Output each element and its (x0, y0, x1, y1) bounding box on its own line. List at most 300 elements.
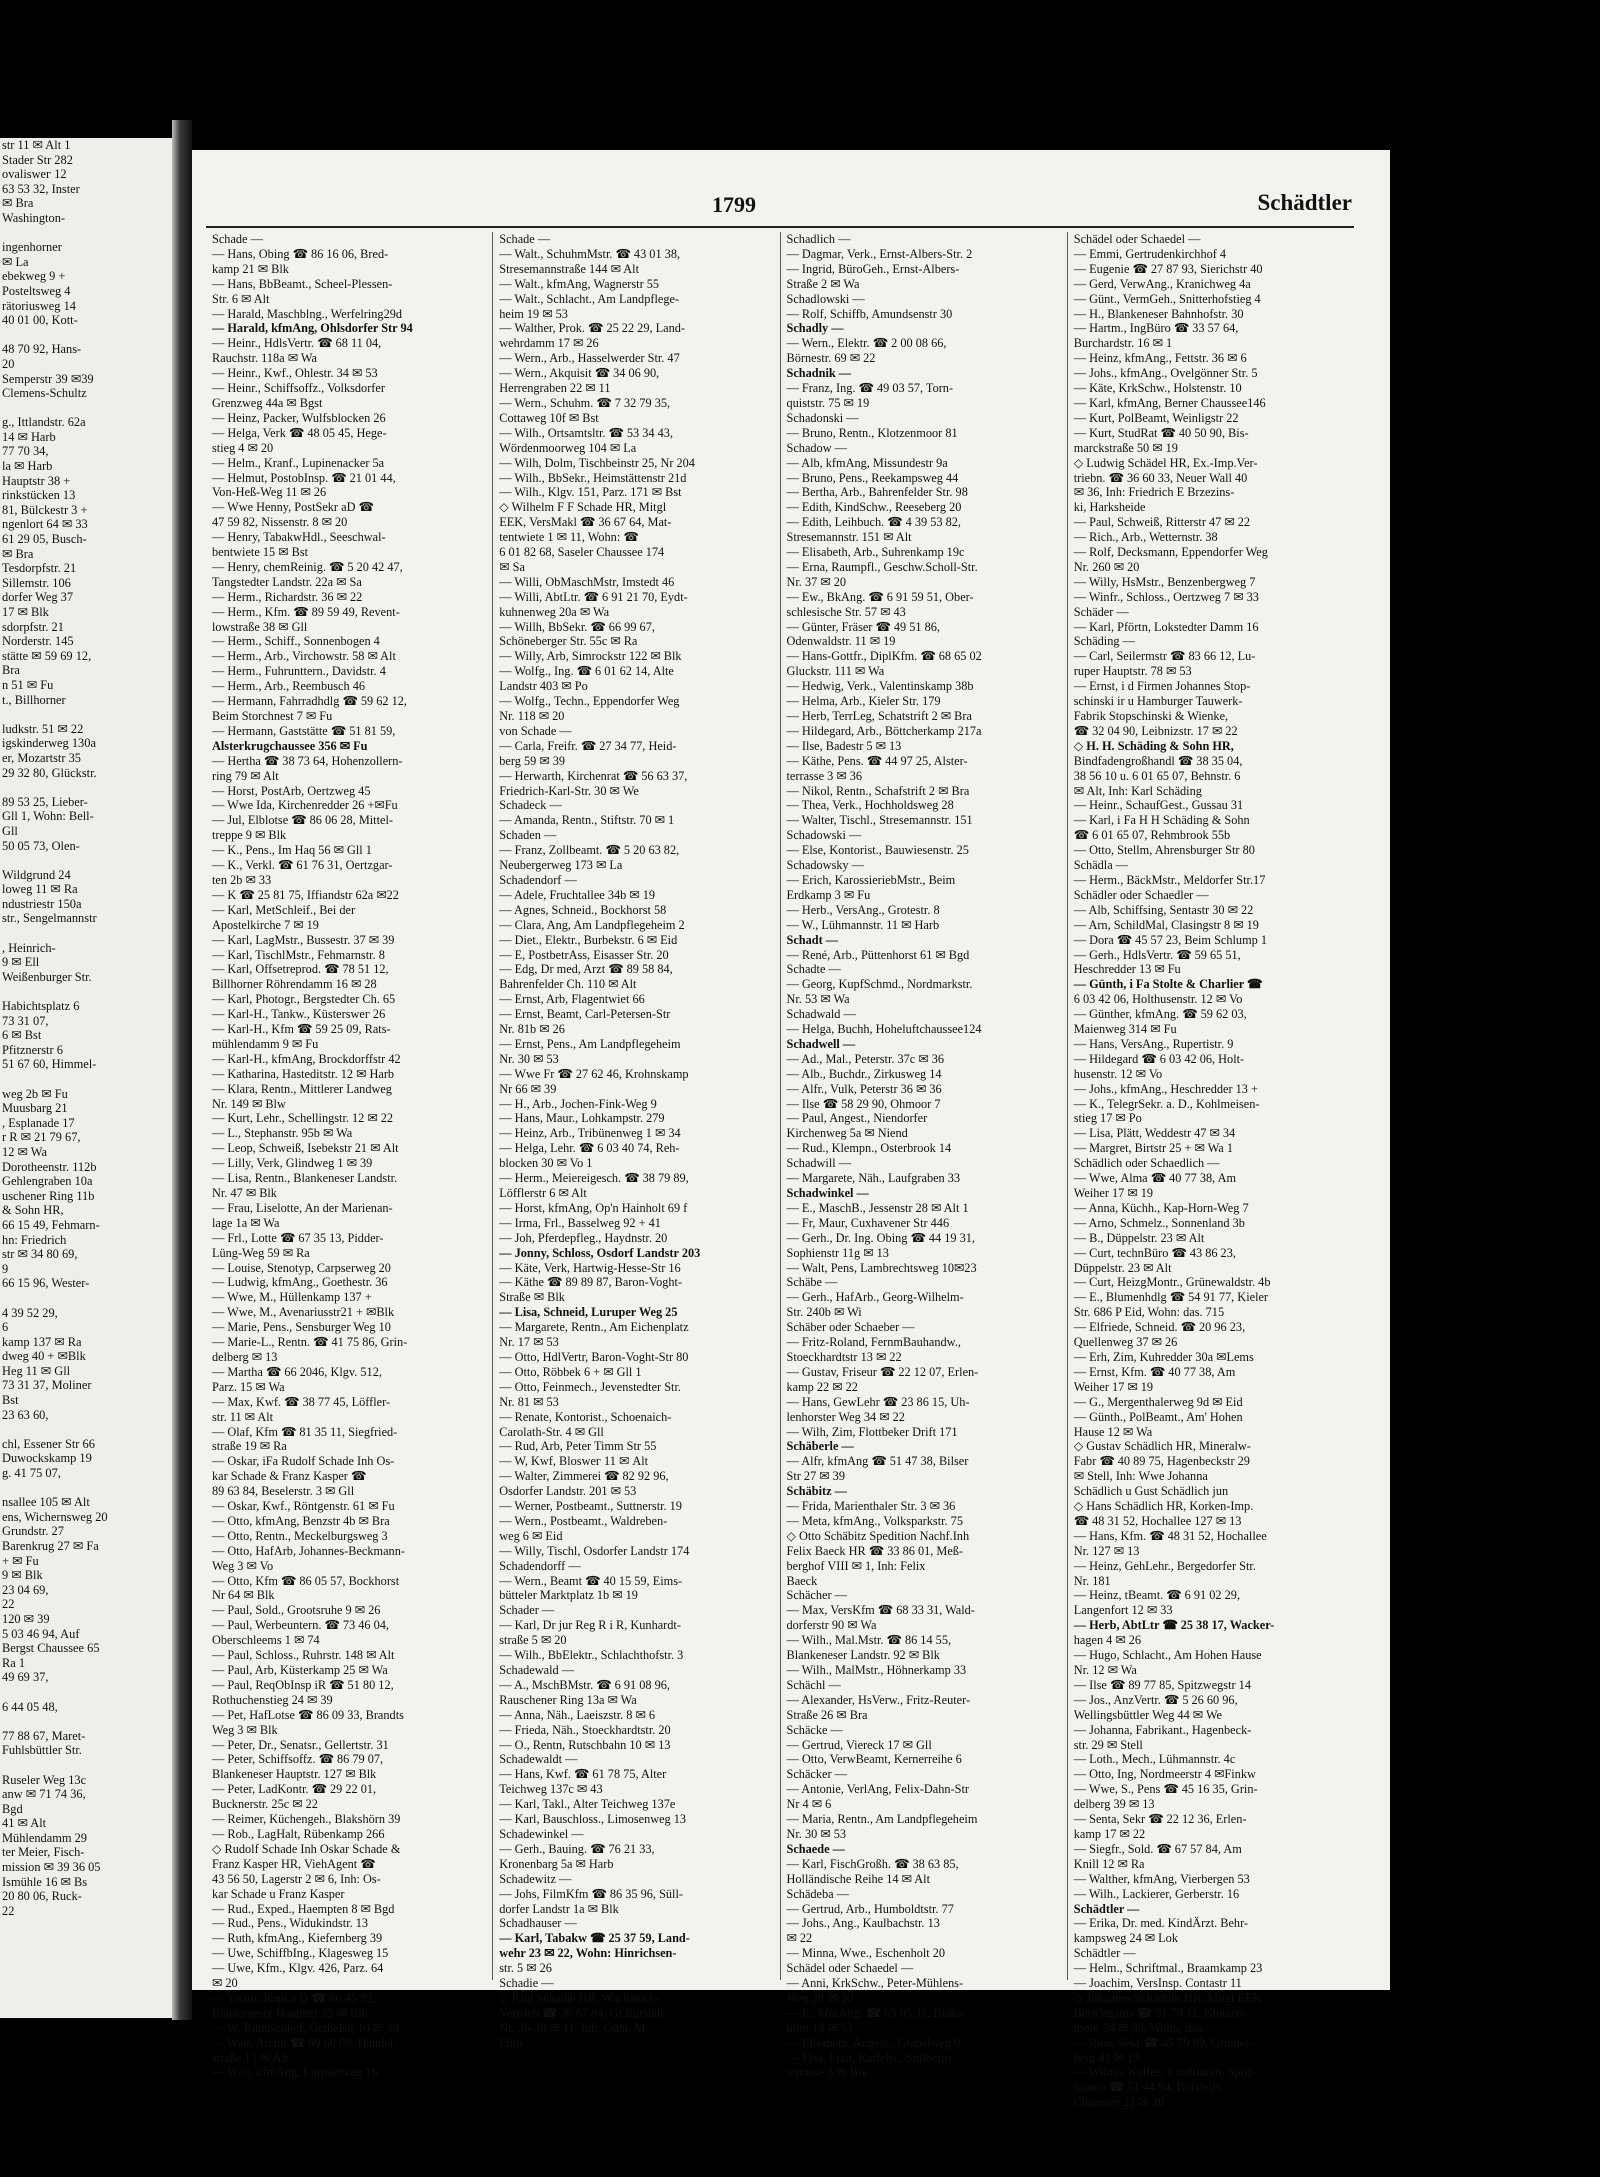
directory-entry: — Heinr., Schiffsoffz., Volksdorfer (212, 381, 385, 396)
directory-entry: Schädtler — (1073, 1901, 1140, 1916)
left-page-line: ludkstr. 51 ✉ 22 (2, 721, 84, 736)
directory-entry: Erdkamp 3 ✉ Fu (786, 887, 871, 902)
directory-entry: Schadonski — (786, 410, 859, 425)
directory-entry: — Rolf, Decksmann, Eppendorfer Weg (1073, 545, 1268, 560)
directory-entry: ◇ Ludwig Schädel HR, Ex.-Imp.Ver- (1073, 455, 1258, 470)
directory-entry: Weg 20 ✉ 20 (786, 1990, 853, 2005)
directory-entry: Fabr ☎ 40 89 75, Hagenbeckstr 29 (1073, 1454, 1250, 1469)
left-page-line: Gll 1, Wohn: Bell- (2, 809, 94, 824)
directory-entry: — Georg, KupfSchmd., Nordmarkstr. (786, 977, 973, 992)
directory-entry: Nr. 118 ✉ 20 (499, 709, 565, 723)
directory-entry: 6 01 82 68, Saseler Chaussee 174 (499, 545, 665, 560)
directory-entry: — W., Lühmannstr. 11 ✉ Harb (786, 917, 940, 932)
directory-entry: Nr. 30 ✉ 53 (786, 1826, 846, 1841)
directory-entry: — Jonny, Schloss, Osdorf Landstr 203 (499, 1245, 701, 1260)
directory-entry: — Karl, Pförtn, Lokstedter Damm 16 (1073, 619, 1259, 634)
directory-entry: Schadow — (786, 440, 847, 455)
left-page-line: Barenkrug 27 ✉ Fa (2, 1539, 99, 1553)
directory-entry: — Harald, kfmAng, Ohlsdorfer Str 94 (212, 321, 413, 336)
left-page-line: Clemens-Schultz (2, 386, 87, 401)
directory-entry: Weg 3 ✉ Vo (212, 1558, 274, 1573)
directory-entry: — Alexander, HsVerw., Fritz-Reuter- (786, 1692, 971, 1707)
left-page-line: ✉ Brа (2, 196, 34, 211)
directory-entry: Nr. 12 ✉ Wa (1073, 1663, 1137, 1677)
directory-entry: ten 2b ✉ 33 (212, 872, 272, 887)
directory-entry: Nr. 30 ✉ 53 (499, 1051, 559, 1066)
left-page-line (0, 1291, 172, 1306)
directory-entry: — Marie, Pens., Sensburger Weg 10 (212, 1320, 391, 1335)
directory-entry: ki, Harksheide (1073, 500, 1146, 515)
directory-entry: Nr. 53 ✉ Wa (786, 992, 850, 1007)
directory-entry: Landstr 403 ✉ Po (499, 679, 588, 694)
directory-entry: — Ernst, i d Firmen Johannes Stop- (1073, 679, 1251, 694)
left-page-line: str 11 ✉ Alt 1 (2, 138, 71, 152)
left-page-line (0, 707, 172, 722)
directory-entry: — Karl, TischlMstr., Fehmarnstr. 8 (212, 947, 385, 962)
directory-entry: — Herm., Fuhrunttern., Davidstr. 4 (212, 664, 386, 679)
directory-entry: Burchardstr. 16 ✉ 1 (1073, 336, 1173, 351)
directory-entry: — Willi, AbtLtr. ☎ 6 91 21 70, Eydt- (499, 589, 688, 604)
directory-entry: — Heinz, Arb., Tribünenweg 1 ✉ 34 (499, 1126, 681, 1141)
directory-entry: — Wolfg., Ing. ☎ 6 01 62 14, Alte (499, 664, 674, 679)
directory-entry: — Harald, Maschblng., Werfelring29d (212, 306, 403, 321)
directory-entry: Gluckstr. 111 ✉ Wa (786, 664, 885, 679)
directory-entry: str. 11 ✉ Alt (212, 1409, 274, 1424)
directory-entry: — Carl, Seilermstr ☎ 83 66 12, Lu- (1073, 649, 1256, 664)
directory-entry: Heschredder 13 ✉ Fu (1073, 962, 1181, 977)
directory-entry: Teichweg 137c ✉ 43 (499, 1782, 603, 1797)
left-page-line: ter Meier, Fisch- (2, 1845, 85, 1860)
directory-entry: — Karl, kfmAng, Berner Chaussee146 (1073, 395, 1266, 410)
directory-entry: — Helga, Lehr. ☎ 6 03 40 74, Reh- (499, 1141, 680, 1156)
directory-entry: Holländische Reihe 14 ✉ Alt (786, 1871, 930, 1886)
directory-entry: — Curt, HeizgMontr., Grünewaldstr. 4b (1073, 1275, 1271, 1290)
directory-entry: weg 6 ✉ Eid (499, 1528, 563, 1543)
directory-entry: — W, Rundschleif, Geibelstr 10 ✉ 39 (212, 2020, 399, 2035)
directory-entry: — Elfriede, Schneid. ☎ 20 96 23, (1073, 1320, 1246, 1335)
directory-entry: — Johs., kfmAng., Heschredder 13 + (1073, 1081, 1258, 1096)
directory-entry: — Willi, ObMaschMstr, Imstedt 46 (499, 574, 675, 589)
directory-entry: berg 41 ✉ 13 (1073, 2050, 1140, 2065)
directory-entry: — Hartm., IngBüro ☎ 33 57 64, (1073, 321, 1239, 336)
left-page-line: + ✉ Fu (2, 1553, 39, 1568)
directory-entry: Straße 26 ✉ Bra (786, 1707, 868, 1722)
left-page-line: Pfitznerstr 6 (2, 1042, 63, 1057)
directory-entry: Schadnik — (786, 366, 852, 381)
directory-entry: — Wern., Schuhm. ☎ 7 32 79 35, (499, 395, 671, 410)
directory-entry: — Karl-H., kfmAng, Brockdorffstr 42 (212, 1051, 401, 1066)
directory-entry: — Rud., Klempn., Osterbrook 14 (786, 1141, 952, 1156)
left-page-line (0, 1758, 172, 1773)
directory-entry: — Otto, HdlVertr, Baron-Voght-Str 80 (499, 1349, 689, 1364)
directory-entry: — Senta, Sekr ☎ 22 12 36, Erlen- (1073, 1812, 1247, 1827)
directory-entry: — Horst, kfmAng, Op'n Hainholt 69 f (499, 1200, 688, 1215)
directory-entry: — Helma, Arb., Kieler Str. 179 (786, 694, 941, 709)
directory-entry: — Hildegard ☎ 6 03 42 06, Holt- (1073, 1051, 1245, 1066)
directory-entry: — Käte, KrkSchw., Holstenstr. 10 (1073, 381, 1242, 396)
directory-entry: Weg 3 ✉ Blk (212, 1722, 278, 1737)
directory-entry: — Ilse ☎ 89 77 85, Spitzwegstr 14 (1073, 1677, 1251, 1692)
directory-entry: — Ad., Mal., Peterstr. 37c ✉ 36 (786, 1051, 945, 1066)
left-page-line: str ✉ 34 80 69, (2, 1247, 78, 1262)
directory-entry: — Karl, Tabakw ☎ 25 37 59, Land- (499, 1931, 690, 1946)
directory-entry: — Erich, KarossieriebMstr., Beim (786, 872, 956, 887)
directory-entry: Schöneberger Str. 55c ✉ Ra (499, 634, 638, 649)
directory-entry: — Heinz, tBeamt. ☎ 6 91 02 29, (1073, 1588, 1241, 1603)
directory-entry: — Arn, SchildMal, Clasingstr 8 ✉ 19 (1073, 917, 1259, 932)
directory-entry: Schäcke — (786, 1722, 843, 1737)
left-page-line: 66 15 96, Wester- (2, 1276, 90, 1291)
directory-entry: — Kurt, Lehr., Schellingstr. 12 ✉ 22 (212, 1111, 394, 1126)
directory-entry: hagen 4 ✉ 26 (1073, 1633, 1142, 1648)
directory-entry: Neubergerweg 173 ✉ La (499, 858, 623, 873)
directory-entry: straße 19 ✉ Ra (212, 1439, 287, 1454)
directory-entry: Nr. 36-38 ✉ 11, Inh: Günt. M. (499, 2020, 649, 2035)
directory-entry: wehrdamm 17 ✉ 26 (499, 336, 599, 351)
directory-entry: — K ☎ 25 81 75, Iffiandstr 62a ✉22 (212, 887, 399, 902)
directory-entry: Nr. 181 (1073, 1573, 1111, 1588)
directory-entry: — Wilh, Zim, Flottbeker Drift 171 (786, 1424, 958, 1439)
directory-entry: — O., Rentn, Rutschbahn 10 ✉ 13 (499, 1737, 671, 1752)
directory-entry: — Wwe Fr ☎ 27 62 46, Krohnskamp (499, 1066, 689, 1081)
directory-entry: — H., Arb., Jochen-Fink-Weg 9 (499, 1096, 657, 1111)
left-page-line: Muusbarg 21 (2, 1101, 68, 1116)
directory-entry: — Johs, FilmKfm ☎ 86 35 96, Süll- (499, 1886, 683, 1901)
directory-entry: — Carla, Freifr. ☎ 27 34 77, Heid- (499, 738, 677, 753)
left-page-line: loweg 11 ✉ Ra (2, 882, 78, 897)
directory-entry: Düppelstr. 23 ✉ Alt (1073, 1260, 1172, 1275)
directory-entry: — Käthe, Pens. ☎ 44 97 25, Alster- (786, 753, 968, 768)
directory-entry: ◇ Hans Schädlich HR, Korken-Imp. (1073, 1499, 1254, 1514)
directory-entry: — René, Arb., Püttenhorst 61 ✉ Bgd (786, 947, 970, 962)
directory-entry: — Wwe, M., Avenariusstr21 + ✉Blk (212, 1305, 395, 1320)
directory-entry: — Fr, Maur, Cuxhavener Str 446 (786, 1215, 950, 1230)
directory-entry: — Walt., kfmAng, Wagnerstr 55 (499, 276, 660, 291)
directory-entry: — Uwe, SchiffbIng., Klagesweg 15 (212, 1946, 389, 1961)
directory-entry: Langenfort 12 ✉ 33 (1073, 1603, 1173, 1618)
left-page-line: rinkstücken 13 (2, 488, 76, 503)
directory-entry: triebn. ☎ 36 60 33, Neuer Wall 40 (1073, 470, 1248, 485)
directory-entry: ruper Hauptstr. 78 ✉ 53 (1073, 664, 1192, 679)
directory-entry: — Lisa, Plätt, Weddestr 47 ✉ 34 (1073, 1126, 1236, 1141)
directory-entry: — Karl, LagMstr., Bussestr. 37 ✉ 39 (212, 932, 395, 947)
directory-entry: dorfer Landstr 1a ✉ Blk (499, 1901, 619, 1916)
directory-entry: Schädeba — (786, 1886, 849, 1901)
directory-entry: — Hermann, Fahrradhdlg ☎ 59 62 12, (212, 694, 407, 709)
directory-entry: Str. 686 P Eid, Wohn: das. 715 (1073, 1305, 1225, 1320)
directory-entry: Schadwald — (786, 1007, 856, 1022)
directory-entry: — Ernst, Pens., Am Landpflegeheim (499, 1036, 681, 1051)
directory-entry: — Ernst, Beamt, Carl-Petersen-Str (499, 1007, 671, 1022)
left-page-line (0, 780, 172, 795)
directory-entry: — Frl., Lotte ☎ 67 35 13, Pidder- (212, 1230, 384, 1245)
directory-entry: — Wern., Akquisit ☎ 34 06 90, (499, 366, 660, 381)
directory-entry: Nr. 17 ✉ 53 (499, 1335, 559, 1350)
directory-entry: — Edith, KindSchw., Reeseberg 20 (786, 500, 962, 515)
directory-entry: — Wilma, Kaffee, Konfitüren, Spiri- (1073, 2065, 1256, 2080)
left-page-line: ens, Wichernsweg 20 (2, 1509, 108, 1524)
left-page-line: 17 ✉ Blk (2, 605, 49, 619)
left-page-line: Mühlendamm 29 (2, 1830, 88, 1845)
directory-entry: — Hans-Gottfr., DiplKfm. ☎ 68 65 02 (786, 649, 982, 664)
left-page-line: Ra 1 (2, 1655, 26, 1670)
directory-entry: — Walt., Schlacht., Am Landpflege- (499, 291, 680, 306)
directory-entry: moor 54 ✉ 39, Wohn: das. (1073, 2020, 1205, 2035)
left-page-line (0, 401, 172, 416)
directory-entry: — Lisa, Rentn., Blankeneser Landstr. (212, 1171, 398, 1186)
directory-entry: Schäberle — (786, 1439, 854, 1454)
directory-entry: Schädlich u Gust Schädlich jun (1073, 1484, 1229, 1499)
directory-entry: kamp 21 ✉ Blk (212, 261, 289, 276)
directory-entry: 43 56 50, Lagerstr 2 ✉ 6, Inh: Os- (212, 1871, 381, 1886)
left-page-line: anw ✉ 71 74 36, (2, 1787, 86, 1802)
directory-entry: — Walther, Prok. ☎ 25 22 29, Land- (499, 321, 685, 336)
directory-entry: — Jos., AnzVertr. ☎ 5 26 60 96, (1073, 1692, 1238, 1707)
directory-entry: — Hans, Kfm. ☎ 48 31 52, Hochallee (1073, 1528, 1267, 1543)
directory-entry: — Peter, Schiffsoffz. ☎ 86 79 07, (212, 1752, 384, 1767)
directory-entry: — Gertrud, Viereck 17 ✉ Gll (786, 1737, 932, 1752)
directory-entry: Str 27 ✉ 39 (786, 1469, 845, 1484)
directory-entry: Cottaweg 10f ✉ Bst (499, 410, 599, 425)
directory-entry: Schadowski — (786, 828, 862, 843)
directory-entry: — Wwe, S., Pens ☎ 45 16 35, Grin- (1073, 1782, 1258, 1797)
left-page-line: Posteltsweg 4 (2, 283, 71, 298)
directory-entry: — Karl, Photogr., Bergstedter Ch. 65 (212, 992, 396, 1007)
directory-entry: ◇ Gustav Schädlich HR, Mineralw- (1073, 1439, 1251, 1454)
directory-entry: — Alfr, kfmAng ☎ 51 47 38, Bilser (786, 1454, 969, 1469)
directory-entry: — Bruno, Pens., Reekampsweg 44 (786, 470, 959, 485)
directory-entry: — Johanna, Fabrikant., Hagenbeck- (1073, 1722, 1252, 1737)
directory-entry: — Renate, Kontorist., Schoenaich- (499, 1409, 672, 1424)
directory-entry: — Kurt, PolBeamt, Weinligstr 22 (1073, 410, 1239, 425)
directory-entry: — Karl, MetSchleif., Bei der (212, 902, 356, 917)
directory-entry: — Gerd, VerwAng., Kranichweg 4a (1073, 276, 1251, 291)
directory-entry: — Reimer, Küchengeh., Blakshörn 39 (212, 1812, 401, 1827)
running-head: Schädtler (1257, 190, 1352, 215)
directory-entry: Wördenmoorweg 104 ✉ La (499, 440, 637, 455)
left-page-line: 40 01 00, Kott- (2, 313, 78, 328)
directory-entry: — Herm., Schiff., Sonnenbogen 4 (212, 634, 380, 649)
directory-entry: Nr. 81 ✉ 53 (499, 1394, 559, 1409)
left-page-line: dweg 40 + ✉Blk (2, 1349, 86, 1364)
directory-entry: str. 5 ✉ 26 (499, 1961, 552, 1976)
left-page-line: ovaliswег 12 (2, 167, 67, 182)
directory-entry: — Rud, Arb, Peter Timm Str 55 (499, 1439, 657, 1454)
directory-entry: ✉ Alt, Inh: Karl Schäding (1073, 783, 1202, 798)
directory-entry: Lüth (499, 2035, 523, 2050)
left-page-line (0, 1072, 172, 1087)
directory-entry: Schadwinkel — (786, 1186, 869, 1200)
directory-entry: — Erna, Raumpfl., Geschw.Scholl-Str. (786, 559, 978, 574)
directory-entry: — Hedwig, Verk., Valentinskamp 38b (786, 679, 974, 694)
directory-entry: 47 59 82, Nissenstr. 8 ✉ 20 (212, 515, 348, 530)
directory-entry: bütteler Marktplatz 1b ✉ 19 (499, 1588, 638, 1603)
directory-entry: — B., Düppelstr. 23 ✉ Alt (1073, 1230, 1205, 1245)
directory-entry: delberg 39 ✉ 13 (1073, 1797, 1155, 1812)
directory-entry: — Rich., Arb., Wetternstr. 38 (1073, 530, 1218, 545)
directory-entry: — Wern., Elektr. ☎ 2 00 08 66, (786, 336, 947, 351)
directory-entry: — Peter, Dr., Senatsr., Gellertstr. 31 (212, 1737, 389, 1752)
directory-entry: — Jul, Elblotse ☎ 86 06 28, Mittel- (212, 813, 393, 828)
directory-entry: Schadowsky — (786, 858, 865, 873)
directory-entry: treppe 9 ✉ Blk (212, 828, 287, 843)
directory-entry: ◇ Paul Schadie HR, Wachstuch- (499, 1990, 660, 2005)
directory-entry: — Hans, Kwf. ☎ 61 78 75, Alter (499, 1767, 667, 1782)
directory-entry: Schade — (499, 232, 551, 246)
left-page-line: 89 53 25, Lieber- (2, 794, 88, 809)
directory-entry: — Paul, Sold., Grootsruhe 9 ✉ 26 (212, 1603, 381, 1618)
directory-entry: — Hildegard, Arb., Böttcherkamp 217a (786, 723, 982, 738)
directory-entry: — Ruth, kfmAng., Kiefernberg 39 (212, 1931, 383, 1946)
header-rule (206, 226, 1354, 228)
directory-entry: — L., Stephanstr. 95b ✉ Wa (212, 1126, 353, 1141)
directory-entry: — Oskar, Kwf., Röntgenstr. 61 ✉ Fu (212, 1499, 395, 1514)
directory-entry: — Gertrud, Arb., Humboldtstr. 77 (786, 1901, 954, 1916)
left-page-line: 9 (2, 1261, 9, 1276)
directory-entry: — Rosi, Sekr ☎ 45 79 89, Grindel- (1073, 2035, 1253, 2050)
directory-entry: Blankeneser Hauptstr. 127 ✉ Blk (212, 1767, 377, 1782)
left-page-line: Semperstr 39 ✉39 (2, 371, 94, 386)
left-page-line: ✉ La (2, 254, 29, 269)
left-page-line: weg 2b ✉ Fu (2, 1086, 68, 1101)
directory-entry: — Heinr., HdlsVertr. ☎ 68 11 04, (212, 336, 382, 351)
left-page-line (0, 1422, 172, 1437)
directory-entry: — Karl, Bauschloss., Limosenweg 13 (499, 1812, 687, 1827)
directory-entry: — Emmi, Gertrudenkirchhof 4 (1073, 246, 1227, 261)
directory-entry: — Gerh., HafArb., Georg-Wilhelm- (786, 1290, 964, 1305)
left-page-line: Weißenburger Str. (2, 969, 92, 984)
directory-entry: — Herm., Richardstr. 36 ✉ 22 (212, 589, 363, 604)
directory-entry: — A., MschBMstr. ☎ 6 91 08 96, (499, 1677, 671, 1692)
directory-entry: — Helm., Kranf., Lupinenacker 5a (212, 455, 385, 470)
directory-entry: Bindfadengroßhandl ☎ 38 35 04, (1073, 753, 1243, 768)
directory-entry: — Ernst, Arb, Flagentwiet 66 (499, 992, 645, 1007)
directory-entry: stieg 17 ✉ Po (1073, 1111, 1142, 1126)
directory-entry: — Klara, Rentn., Mittlerer Landweg (212, 1081, 392, 1096)
directory-entry: ✉ Sa (499, 559, 525, 574)
directory-entry: — Johs., Ang., Kaulbachstr. 13 (786, 1916, 940, 1931)
directory-entry: — Willy, HsMstr., Benzenbergweg 7 (1073, 574, 1256, 589)
left-page-line: Fuhlsbüttler Str. (2, 1743, 82, 1758)
directory-entry: — Heinz, Packer, Wulfsblocken 26 (212, 410, 386, 425)
left-page-line: hn: Friedrich (2, 1232, 67, 1247)
directory-entry: Schäding — (1073, 634, 1135, 649)
directory-entry: Kronenbarg 5a ✉ Harb (499, 1856, 614, 1871)
directory-entry: Schadendorf — (499, 872, 577, 887)
left-page-line: Tesdorpfstr. 21 (2, 561, 77, 576)
directory-entry: — Paul, Arb, Küsterkamp 25 ✉ Wa (212, 1663, 388, 1677)
page-number: 1799 (712, 192, 756, 217)
directory-entry: — Edith, Leihbuch. ☎ 4 39 53 82, (786, 515, 961, 530)
directory-entry: — Hans, Maur., Lohkampstr. 279 (499, 1111, 665, 1126)
directory-entry: — Käthe ☎ 89 89 87, Baron-Voght- (499, 1275, 683, 1290)
directory-entry: delberg ✉ 13 (212, 1349, 278, 1364)
directory-entry: — Ludwig, kfmAng., Goethestr. 36 (212, 1275, 388, 1290)
directory-entry: Schadlich — (786, 232, 851, 246)
directory-entry: Kirchenweg 5a ✉ Niend (786, 1126, 908, 1141)
left-page-line: dorfer Weg 37 (2, 590, 74, 605)
directory-entry: — Oskar, iFa Rudolf Schade Inh Os- (212, 1454, 395, 1469)
directory-entry: Odenwaldstr. 11 ✉ 19 (786, 634, 896, 649)
directory-entry: marckstraße 50 ✉ 19 (1073, 440, 1178, 455)
left-page-line: er, Mozartstr 35 (2, 750, 81, 765)
directory-entry: — Otto, kfmAng, Benzstr 4b ✉ Bra (212, 1513, 390, 1528)
directory-entry: — Heinr., SchaufGest., Gussau 31 (1073, 798, 1244, 813)
directory-entry: Schadendorff — (499, 1558, 581, 1573)
directory-entry: Hause 12 ✉ Wa (1073, 1424, 1153, 1439)
left-page-line: 66 15 49, Fehmarn- (2, 1217, 100, 1232)
left-page-line: g. 41 75 07, (2, 1466, 61, 1481)
directory-entry: — Antonie, VerlAng, Felix-Dahn-Str (786, 1782, 970, 1797)
directory-entry: Nr. 37 ✉ 20 (786, 574, 846, 589)
directory-entry: — Agnes, Schneid., Bockhorst 58 (499, 902, 667, 917)
left-page-line: ingenhorner (2, 240, 62, 255)
left-page-line (0, 1685, 172, 1700)
directory-entry: — Elsa, Frau, Kaffehs., Süllbergs- (786, 2050, 957, 2065)
directory-entry: — Walt., SchuhmMstr. ☎ 43 01 38, (499, 246, 681, 261)
left-page-line: Habichtsplatz 6 (2, 999, 80, 1014)
directory-entry: — Hugo, Schlacht., Am Hohen Hause (1073, 1648, 1262, 1663)
directory-entry: — Anna, Küchh., Kap-Horn-Weg 7 (1073, 1200, 1249, 1215)
directory-entry: ◇ H. H. Schäding & Sohn HR, (1073, 738, 1234, 753)
left-page-line: nsallee 105 ✉ Alt (2, 1495, 90, 1510)
left-page-line: Bst (2, 1393, 19, 1408)
left-page-line: 6 (2, 1320, 9, 1335)
directory-entry: Schädtler — (1073, 1946, 1136, 1961)
directory-entry: — Bruno, Rentn., Klotzenmoor 81 (786, 425, 958, 440)
directory-entry: — Victor, Kapt a D ☎ 86 45 92, (212, 1990, 376, 2005)
directory-entry: — Peter, LadKontr. ☎ 29 22 01, (212, 1782, 377, 1797)
left-page-line: Bergst Chaussee 65 (2, 1641, 100, 1656)
directory-entry: — Wilh., BbElektr., Schlachthofstr. 3 (499, 1648, 684, 1663)
left-page-line: Bra (2, 663, 20, 678)
directory-entry: — Bertha, Arb., Bahrenfelder Str. 98 (786, 485, 968, 500)
directory-entry: kar Schade & Franz Kasper ☎ (212, 1469, 367, 1484)
directory-entry: Grenzweg 44a ✉ Bgst (212, 395, 323, 410)
directory-entry: Schadlowski — (786, 291, 865, 306)
directory-entry: Schadie — (499, 1976, 554, 1991)
directory-entry: — Herm., Meiereigesch. ☎ 38 79 89, (499, 1171, 689, 1186)
directory-entry: — E., MaschB., Jessenstr 28 ✉ Alt 1 (786, 1200, 969, 1215)
directory-entry: — Herm., Arb., Virchowstr. 58 ✉ Alt (212, 649, 396, 664)
directory-entry: lenhorster Weg 34 ✉ 22 (786, 1409, 905, 1424)
left-page-line: 9 ✉ Ell (2, 955, 40, 970)
directory-entry: kamp 22 ✉ 22 (786, 1379, 858, 1394)
left-page-line: & Sohn HR, (2, 1203, 64, 1218)
directory-entry: — Olaf, Kfm ☎ 81 35 11, Siegfried- (212, 1424, 398, 1439)
directory-entry: — Anna, Näh., Laeiszstr. 8 ✉ 6 (499, 1707, 656, 1722)
directory-entry: Schädlich oder Schaedlich — (1073, 1156, 1220, 1171)
directory-entry: — Hans, BbBeamt., Scheel-Plessen- (212, 276, 393, 291)
left-page-line: 41 ✉ Alt (2, 1816, 47, 1831)
directory-entry: — Gerh., Bauing. ☎ 76 21 33, (499, 1841, 655, 1856)
directory-entry: Schadhauser — (499, 1916, 577, 1931)
left-page-line: , Esplanade 17 (2, 1115, 75, 1130)
directory-entry: — Diet., Elektr., Burbekstr. 6 ✉ Eid (499, 932, 678, 947)
directory-entry: — Hertha ☎ 38 73 64, Hohenzollern- (212, 753, 403, 768)
left-page-line: ndustriestr 150a (2, 896, 82, 911)
left-page-line: la ✉ Harb (2, 459, 53, 474)
directory-entry: Chaussee 21 ✉ 20 (1073, 2095, 1165, 2110)
left-page-line: 77 88 67, Maret- (2, 1728, 86, 1743)
directory-entry: — Hans, VersAng., Rupertistr. 9 (1073, 1036, 1234, 1051)
left-page-line: 29 32 80, Glückstr. (2, 765, 97, 780)
directory-entry: — Amanda, Rentn., Stiftstr. 70 ✉ 1 (499, 813, 675, 828)
directory-entry: Rauchstr. 118a ✉ Wa (212, 351, 317, 366)
directory-entry: — Herb, TerrLeg, Schatstrift 2 ✉ Bra (786, 709, 972, 723)
directory-entry: Oberschleems 1 ✉ 74 (212, 1633, 320, 1648)
directory-entry: Vertrieb ☎ 36 67 84, Gr.Burstah (499, 2005, 664, 2020)
